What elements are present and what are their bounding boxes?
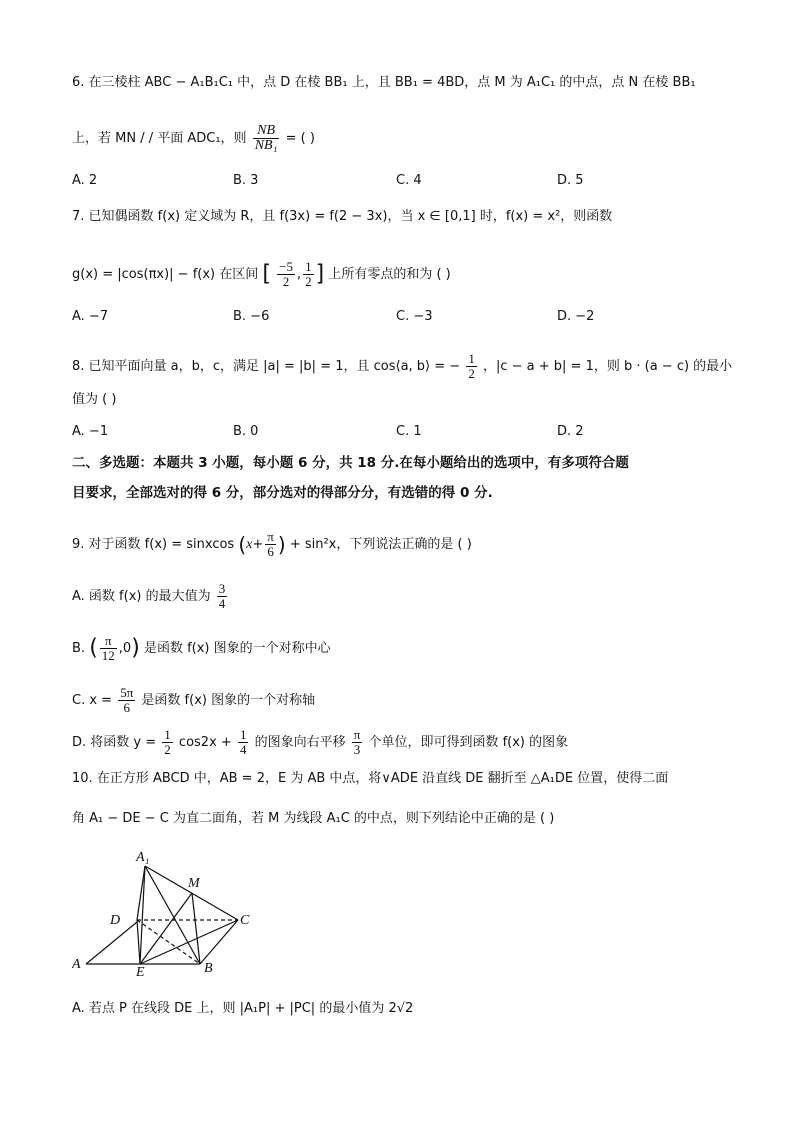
q8-option-a[interactable]: A. −1 <box>72 424 109 439</box>
label-A: A <box>72 957 81 972</box>
q9-frac-den: 6 <box>267 544 274 559</box>
q9-option-d-frac-2 <box>238 728 249 757</box>
q6-stem-2: 上，若 MN / / 平面 ADC₁，则 <box>72 131 247 146</box>
edge-DE <box>137 920 140 964</box>
q7-frac-left <box>277 260 295 289</box>
q6-fraction <box>253 124 280 153</box>
q9-option-a-num: 3 <box>218 581 226 596</box>
q6-stem-3: = ( ) <box>285 131 315 146</box>
q7-option-b[interactable]: B. −6 <box>233 309 270 324</box>
q9-option-d[interactable] <box>72 728 568 757</box>
q7-stem-1: 7. 已知偶函数 f(x) 定义域为 R，且 f(3x) = f(2 − 3x)，当 x ∈ [0,1] 时，f(x) = x²，则函数 <box>72 209 613 224</box>
folded-square-diagram <box>72 846 272 976</box>
q9-option-c-text: 是函数 f(x) 图象的一个对称轴 <box>141 693 316 708</box>
q8-frac-den: 2 <box>468 366 475 381</box>
q9-option-b-frac <box>100 634 117 663</box>
q9-option-d-text-3: 的图象向右平移 <box>254 735 346 750</box>
label-A1: A₁ <box>136 850 150 865</box>
q9-frac-num: π <box>267 529 274 544</box>
section-2-heading-line-1: 二、多选题：本题共 3 小题，每小题 6 分，共 18 分.在每小题给出的选项中，有多项符合题 <box>72 455 629 471</box>
edge-BC <box>200 920 238 964</box>
q6-option-c[interactable]: C. 4 <box>396 173 422 188</box>
q9-frac <box>265 530 276 559</box>
q7-left-num: −5 <box>279 259 293 274</box>
q10-option-a[interactable]: A. 若点 P 在线段 DE 上，则 |A₁P| + |PC| 的最小值为 2√2 <box>72 1001 414 1016</box>
q9-option-d-frac-2-num: 1 <box>239 727 247 742</box>
q9-option-c-label: C. x = <box>72 693 113 708</box>
q9-option-d-text-4: 个单位，即可得到函数 f(x) 的图象 <box>368 735 569 750</box>
q9-option-a-text: A. 函数 f(x) 的最大值为 <box>72 589 211 604</box>
question-7-line-2: g(x) = |cos(πx)| − f(x) 在区间 [ $\frac{-5}{2}$ , $\frac{1}{2}$ ] 上所有零点的和为 ( ) <box>72 259 451 289</box>
q6-option-b[interactable]: B. 3 <box>233 173 259 188</box>
label-D: D <box>110 913 121 928</box>
section-2-heading-line-2: 目要求，全部选对的得 6 分，部分选对的得部分分，有选错的得 0 分. <box>72 485 493 501</box>
q9-option-a[interactable] <box>72 582 229 611</box>
q7-option-a[interactable]: A. −7 <box>72 309 109 324</box>
q9-option-d-text-2: cos2x + <box>178 735 232 750</box>
edge-EC <box>140 920 238 964</box>
question-6-line-1 <box>72 74 696 92</box>
q9-stem-2: + sin²x，下列说法正确的是 ( ) <box>289 537 472 552</box>
q7-frac-right <box>303 260 314 289</box>
q9-option-b-label: B. <box>72 641 86 656</box>
q8-option-b[interactable]: B. 0 <box>233 424 259 439</box>
label-E: E <box>136 965 145 976</box>
q9-option-d-frac-2-den: 4 <box>239 742 247 757</box>
edge-DB-dashed <box>137 920 200 964</box>
geometry-figure <box>72 846 272 980</box>
question-10-line-1: 10. 在正方形 ABCD 中，AB = 2，E 为 AB 中点，将∨ADE 沿直线 DE 翻折至 △A₁DE 位置，使得二面 <box>72 771 669 786</box>
q9-option-b-den: 12 <box>101 648 115 663</box>
q9-stem-1: 9. 对于函数 f(x) = sinxcos <box>72 537 235 552</box>
q9-option-d-frac-1-num: 1 <box>164 727 171 742</box>
q6-option-a[interactable]: A. 2 <box>72 173 98 188</box>
q9-option-d-frac-3 <box>352 728 363 757</box>
question-8-line-2 <box>72 391 116 409</box>
q8-option-d[interactable]: D. 2 <box>557 424 584 439</box>
q6-option-d[interactable]: D. 5 <box>557 173 584 188</box>
question-8-line-1 <box>72 352 732 381</box>
q9-option-d-frac-3-den: 3 <box>353 742 361 757</box>
q9-option-a-frac <box>217 582 228 611</box>
q8-stem-2: ，|c − a + b| = 1，则 b · (a − c) 的最小 <box>482 359 733 374</box>
q9-option-b-text: 是函数 f(x) 图象的一个对称中心 <box>143 641 331 656</box>
q7-option-c[interactable]: C. −3 <box>396 309 433 324</box>
q8-fraction <box>466 352 477 381</box>
q9-option-c-den: 6 <box>123 700 130 715</box>
q8-stem-1: 8. 已知平面向量 a，b，c，满足 |a| = |b| = 1，且 cos⟨a, b⟩ = − <box>72 359 461 374</box>
q9-option-c[interactable] <box>72 686 315 715</box>
q7-option-d[interactable]: D. −2 <box>557 309 595 324</box>
q8-option-c[interactable]: C. 1 <box>396 424 422 439</box>
question-7-line-1 <box>72 208 612 226</box>
question-10-line-2: 角 A₁ − DE − C 为直二面角，若 M 为线段 A₁C 的中点，则下列结论中正确的是 ( ) <box>72 811 555 826</box>
edge-AD <box>86 922 137 964</box>
q7-right-den: 2 <box>305 274 312 289</box>
edge-MB <box>192 893 200 964</box>
q8-stem-3: 值为 ( ) <box>72 392 117 407</box>
q7-right-num: 1 <box>305 259 312 274</box>
q6-frac-num: NB <box>253 124 280 139</box>
q7-stem-3: 上所有零点的和为 ( ) <box>328 267 451 282</box>
q7-stem-2: g(x) = |cos(πx)| − f(x) 在区间 <box>72 267 259 282</box>
q6-stem-1: 6. 在三棱柱 ABC − A₁B₁C₁ 中，点 D 在棱 BB₁ 上，且 BB₁ = 4BD，点 M 为 A₁C₁ 的中点，点 N 在棱 BB₁ <box>72 75 696 90</box>
q9-option-d-text-1: D. 将函数 y = <box>72 735 157 750</box>
q9-option-c-frac <box>118 686 135 715</box>
q9-option-b[interactable]: B. ( $\frac{\pi}{12}$ ,0) 是函数 f(x) 图象的一个对称中心 <box>72 633 331 663</box>
label-B: B <box>204 961 213 976</box>
q8-frac-num: 1 <box>468 351 475 366</box>
q9-option-a-den: 4 <box>218 596 226 611</box>
q7-left-den: 2 <box>282 274 290 289</box>
q9-option-d-frac-1-den: 2 <box>164 742 171 757</box>
q9-option-d-frac-1 <box>162 728 173 757</box>
question-9-stem: 9. 对于函数 f(x) = sinxcos (x+ $\frac{\pi}{6}$ ) + sin²x，下列说法正确的是 ( ) <box>72 529 472 559</box>
q6-frac-den: NB₁ <box>254 138 278 153</box>
label-C: C <box>240 913 250 928</box>
q9-option-b-num: π <box>100 634 117 649</box>
question-6-line-2 <box>72 124 315 153</box>
q9-option-c-num: 5π <box>120 685 134 700</box>
q9-option-d-frac-3-num: π <box>353 727 361 742</box>
label-M: M <box>188 876 200 891</box>
